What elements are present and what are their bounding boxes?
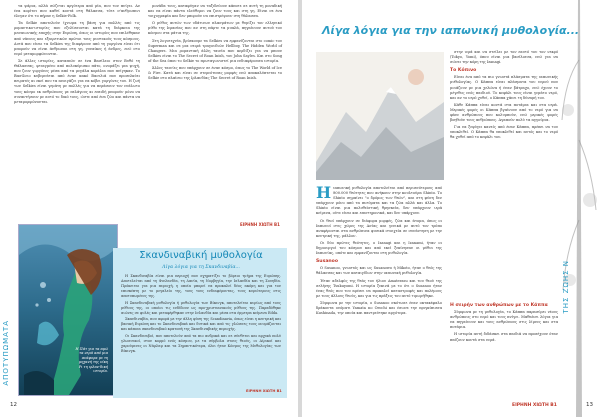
box-subtitle: Λίγα λόγια για τη Σκανδιναβία... — [162, 265, 240, 270]
paragraph: Η Σκανδιναβική μυθολογία ή μυθολογία των Βίκινγκ, αποτελείται κυρίως από τους μύθους της, οι οποίοι τις ενδίδουν ως προ-χριστιανικούς μύθους της. Παραδόθηκε αιώνες σε φυλές και μεταφέρθηκαν στην Ισλανδία και μέσα στα έμμετρα κείμενα Edda. — [121, 300, 281, 315]
paragraph: μονάδα τους, καταφύγαν να ταξιδεύουν κάποτε σε αυτή τη μοναδική και να είναι πάντα ελεύθεροι να ζουν τους και στη γη. Είναι σε ένα τοιχογραφία και δεν μπορούν να επιστρέψουν στη θάλασσα. — [148, 4, 282, 19]
dropcap: Η — [316, 183, 332, 202]
subhead-susanoo: Susanoo — [316, 259, 338, 265]
left-col-1 — [14, 4, 140, 107]
paragraph: Κάθε Κάππα είναι κοντά στα ποτάμια και στα νερά. Μερικές φορές οι Κάππα βγαίνουν από το νερό για να φάνε ανθρώπους που κολυμπούν, ενώ μερικές φορές βοηθούν τους ανθρώπους. Αγαπούν πολύ τα αγγούρια. — [450, 102, 558, 123]
subhead-mermaid: Η σειρήν των ανθρώπων με το Κάππα — [450, 303, 548, 308]
section-label: ΑΠΟΤΥΠΩΜΑΤΑ — [2, 320, 10, 386]
subhead-kappa: Το Κόπινο — [450, 68, 477, 74]
paragraph: Η ιστορία αυτή διδάσκει στα παιδιά να προσέχουν όταν παίζουν κοντά στα νερά. — [450, 332, 558, 342]
paragraph: Οι θεοί υπάρχουν σε διάφορα μορφές, ζώα και άτομα, όπως οι Ιαπωνοί στις χώρες της Ασίας και γενικά με αυτό τον τρόπο αναφέρονται στα ανθρώπινα φυσικά στοιχεία σε συνάντηση με την κεντρική της, μάλλον. — [316, 218, 442, 238]
paragraph: Σκανδιναβία, που αφορά με την άλλη φύση της Scandinavia, όπως είναι η κεντρική και βασική Ευρώπη και το Σκανδιναβικά και δυτικά και από τις γλώσσες τους ονομάζονται και κάποια σκανδιναβικό κρατοπή της Σκανδιναβικής περιοχής. — [121, 317, 281, 331]
box-signature: ΕΙΡΗΝΗ ΧΙΩΤΗ Β1 — [246, 389, 282, 393]
paragraph: Οι δύο πρώτες θεότητες, ο Izanagi και η Izanami, ήταν οι δημιουργοί του κόσμου και από εκεί ξεκίνησαν οι μύθοι της Ιαπωνίας, οπότε και εμφανίζονται στη μυθολογία. — [316, 240, 442, 256]
box-body — [121, 274, 281, 355]
right-col-2 — [450, 50, 558, 143]
paragraph: στην ιερά και να στείλει με τον εαυτό του τον νεκρό (Tokyo, Yomi), όπου είναι μια βασίλισσα, ενώ για να σώσει την κόρη της Izanagi. — [450, 50, 558, 65]
page-title: Λίγα λόγια για την ιαπωνική μυθολογία... — [322, 24, 580, 37]
paragraph: Άλλες ταινίες που υπάρχουν σε έναν κόσμο, όπως το The World of Ice & Fire. Κατά και είναι σε στερεότυπες μορφές ενώ αποκαλύπτεται το Selkie στο πλαίσιο της Ιρλανδίας The Secret of Roan Inish. — [148, 66, 282, 81]
footer-signature: ΕΙΡΗΝΗ ΧΙΩΤΗ Β1 — [512, 403, 557, 408]
paragraph: Ο μύθος αυτών των υδάτινων πλασμάτων με θυμίζει τον ελληνικό μύθο της Ιερασίας που αν στη πάρτε τα μυαλά, πηγαίνουν αυτού του κόσμου στα μάτια της. — [148, 21, 282, 36]
intro-paragraph — [316, 183, 442, 217]
tree-illustration — [560, 0, 598, 417]
left-page — [0, 0, 298, 417]
paragraph: Για να ξεφύγει κανείς από έναν Κάππα, πρέπει να του υποκλιθεί. Ο Κάππα θα υποκλιθεί και αυτός και το νερό θα χυθεί από το κεφάλι του. — [450, 125, 558, 140]
page-number: 13 — [586, 402, 593, 408]
mountain-illustration — [316, 52, 444, 180]
paragraph: Σύμφωνα με την ιστορία, ο Susanoo σκότωσε έναν οκτακέφαλο δράκοντα ονόματι Yamata no Orochi και έσωσε την πριγκίπισσα Kushinada, την οποία και παντρεύτηκε αργότερα. — [316, 300, 442, 316]
paragraph: Στη λογοτεχνία, βρίσκουμε τα Selkies να εμφανίζονται στο comic του Superman και σε μια σειρά τραγουδιών Hellboy, The Hidden World of Changers. Μια ρομαντική άλλη ταινία που κερδίζει για να μπουν Selkies είναι το The Secret of Roan Inish, του John Sayles. Και στο Song of the Sea όπου το Selkie το πρωταγωνιστεί μια ενδιαφέρουσα ιστορία. — [148, 38, 282, 63]
right-col-1 — [316, 183, 442, 318]
right-page — [302, 0, 600, 417]
paragraph: Τα Selkie αποτελούν ίχνωμα τη βάση για πολλές από τις ρομαντικο-ιστορίες που εξελίσσονται κατά τη διάρκεια της μεσαιωνικής εποχής στην Ευρώπη, όπως οι ιστορίες που επιλέθηκαν από νάνους και εξαιρετικών πρώτοι τους μυστικούς τους κόσμους. Αυτά που είναι τα Selkies της διαφέρουν από τη γοργόνα είναι ότι μπορούν να είναι άνθρωποι στη γη, γυναίκες ή άνδρες, ενώ στο νερό μεταμορφώνονται. — [14, 21, 140, 56]
paragraph: τα ψάρια, αλλά σώζεται αργότερα από μία, που τον πνίγει. Αν ένα κορίτσι που καθεί κοντά στη θάλασσα, τότε σ'ανθρωπινι έλεγαν ότι το πήραν η Selkie-Folk. — [14, 4, 140, 19]
right-col-2-lower — [450, 300, 558, 345]
paragraph: Είναι ένα από τα πιο γνωστά πλάσματα της ιαπωνικής μυθολογίας. Ο Κάππα είναι πλάσματα του νερού που μοιάζουν με μια χελώνα ή έναν βάτραχο, ενώ έχουν το μέγεθος ενός παιδιού. Το κεφάλι τους είναι γεμάτο νερό, και αν το νερό χυθεί, ο Κάππα χάνει τη δύναμή του. — [450, 75, 558, 100]
art-caption: Η Πάτ για τα αμώ τα νερά από μια ανάφορα με τη μηχανή της νίκη Ρι τη ιρλαν-δική ιστορία. — [75, 347, 108, 374]
section-label: ΤΗΣ ΖΩΗΣ Ν — [562, 260, 570, 314]
paragraph: Ήταν αδελφός της θεάς του ήλιου Amaterasu και του θεού της σελήνης Tsukuyomi. Η ιστορία ξεκινά με το ότι ο Susanoo ήταν ένας θεός που του αρέσει να προκαλεί καταστροφές και πολέμους με τους άλλους θεούς, και για τις πράξεις του αυτό τιμωρήθηκε. — [316, 278, 442, 298]
author-signature: ΕΙΡΗΝΗ ΧΙΩΤΗ Β1 — [240, 222, 280, 227]
intro-text: ιαπωνική μυθολογία αποτελείται από περισσότερους από 800.000 θεότητες που ανήκουν στην κουλτούρα Shinto. Το Shinto σημαίνει "ο δρόμος των θεών", και στη φύση δεν υπάρχουν μόνο από τα πνεύματα και τα ζώα αλλά και άλλα. Το Shinto είναι μια πολυθεϊστική θρησκεία, δεν υπάρχουν ιερά κείμενα, ούτε είναι και επιστημονικά, και δεν υπάρχουν. — [316, 186, 442, 216]
paragraph: Ο Susanoo, γνωστός και ως Susanowo ή Mikoto, ήταν ο θεός της θάλασσας και των καταιγίδων στην ιαπωνική μυθολογία. — [316, 266, 442, 276]
paragraph: Σύμφωνα με τη μυθολογία, το Κάππα παρασύρει νέους ανθρώπους στο νερό και τους πνίγει. Μαθαίνει λόγια για να πηγαίνουν και τους ανθρώπους στις λίμνες και στα ποτάμια. — [450, 310, 558, 330]
paragraph: Η Σκανδιναβία είναι μια περιοχή που σχηματίζει το βόρειο τμήμα της Ευρώπης. Αποτελείται από τη Φινλανδία, τη Δανία, τη Νορβηγία, την Ισλανδία και τη Σουηδία. Πρόκειται για μια περιοχή, η οποία μπορεί να προκαλεί δέος ακόμη και για τον επισκέπτη με το μεγαλείο της, τους τους ενδιαφέροντας, τους κυριότερους στις αποτυπωμένες της. — [121, 274, 281, 298]
page-number: 12 — [10, 402, 17, 408]
paragraph: Σε άλλες ιστορίες, καταπιών σε ένα Βασίλειο στον Βυθό τη Θάλασσας, φτιαγμένο από πολυκύρισκο πάτο, ονομάζει μια ψυχή, που ζουν γοργόνες μέσα από τα μεγάλα κοράλια που πνίγηκαν. Το Βασίλειο κυβερνάται από έναν κακό Βασιλιά που προσελκύει πειρατές κι εκεί που τα ανοιγάζει για να κόβει γοργόνες του. Η ζωή των Selkies είναι γεμάτη με πολλές για να περάσουν τον ευάλωτο τους κόσμο εκ ανθρώπους με πελάγους κι επειδή μπορούν μόνο να συναντήσουν με αυτό το δικό τους, ώστε από ένα ζώο και πάντα να μεταμορφώνονται. — [14, 58, 140, 104]
left-col-2 — [148, 4, 282, 83]
box-title: Σκανδιναβική μυθολογία — [139, 250, 263, 261]
paragraph: Οι Σκανδιναβοί, που αποτελούν από τα πιο ανδρικά και σε σύνθετοι και αρχικά πολύ γλωσσικοί, στον κορμό ενός κόσμου, με τα σύμβολα στους θεούς, οι Αϊρικοί και χαρούμενες οι Νάρλαμ και τα Σημαντικότερα, όλοι ήταν Κόσμος της Μυθολογίας των Βίκινγκ. — [121, 333, 281, 353]
